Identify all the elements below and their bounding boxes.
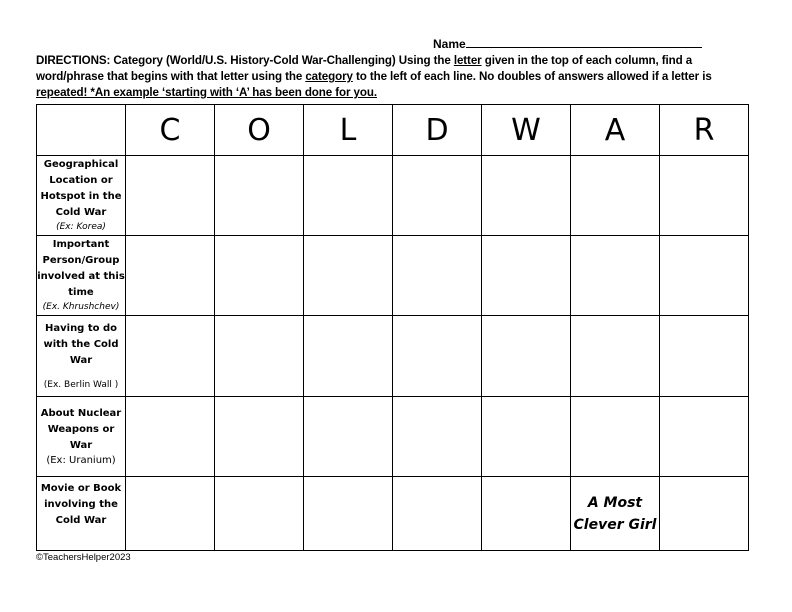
answer-cell[interactable]: [482, 477, 571, 551]
table-row: [37, 397, 749, 477]
answer-cell[interactable]: [660, 156, 749, 236]
answer-cell[interactable]: [571, 236, 660, 316]
name-label: Name: [433, 37, 466, 51]
answer-cell[interactable]: [482, 316, 571, 397]
answer-cell[interactable]: [126, 156, 215, 236]
answer-cell[interactable]: [571, 316, 660, 397]
example-text: (Ex: Korea): [56, 222, 106, 232]
example-answer-cell[interactable]: A Most Clever Girl: [571, 477, 660, 551]
answer-cell[interactable]: [126, 397, 215, 477]
answer-cell[interactable]: [126, 316, 215, 397]
cold-war-grid: [36, 104, 749, 551]
name-blank-line[interactable]: [466, 36, 702, 48]
answer-cell[interactable]: [660, 236, 749, 316]
answer-cell[interactable]: [304, 397, 393, 477]
answer-cell[interactable]: [215, 156, 304, 236]
name-field: [433, 36, 702, 51]
answer-cell[interactable]: [393, 156, 482, 236]
answer-cell[interactable]: [482, 397, 571, 477]
category-cell-geography: Geographical Location or Hotspot in the Cold War (Ex: Korea): [37, 156, 126, 236]
example-text: (Ex. Berlin Wall ): [43, 379, 119, 390]
letter-header-row: [37, 105, 749, 156]
letter-header-o: O: [215, 105, 304, 156]
answer-cell[interactable]: [393, 477, 482, 551]
answer-cell[interactable]: [393, 236, 482, 316]
letter-header-a: A: [571, 105, 660, 156]
answer-cell[interactable]: [215, 397, 304, 477]
answer-cell[interactable]: [304, 316, 393, 397]
directions-text: DIRECTIONS: Category (World/U.S. History-Cold War-Challenging) Using the letter given in the top of each column, find a word/phrase that begins with that letter using the category to the left of each line. No doubles of answers allowed if a letter is repeated! *An example ‘starting with ‘A’ has been done for you.: [36, 54, 712, 99]
answer-cell[interactable]: [393, 316, 482, 397]
copyright-footer: ©TeachersHelper2023: [36, 552, 131, 563]
category-cell-cold-war: Having to do with the Cold War (Ex. Berlin Wall ): [37, 316, 126, 397]
example-text: (Ex. Khrushchev): [42, 302, 120, 312]
answer-cell[interactable]: [126, 477, 215, 551]
table-row: [37, 236, 749, 316]
category-cell-person: Important Person/Group involved at this time (Ex. Khrushchev): [37, 236, 126, 316]
answer-cell[interactable]: [660, 477, 749, 551]
answer-cell[interactable]: [393, 397, 482, 477]
answer-cell[interactable]: [482, 236, 571, 316]
letter-header-r: R: [660, 105, 749, 156]
answer-cell[interactable]: [215, 477, 304, 551]
example-note: repeated! *An example ‘starting with ‘A’ has been done for you.: [36, 86, 377, 99]
answer-cell[interactable]: [304, 236, 393, 316]
letter-header-d: D: [393, 105, 482, 156]
table-row: [37, 316, 749, 397]
category-cell-movie-book: Movie or Book involving the Cold War: [37, 477, 126, 551]
table-row: [37, 156, 749, 236]
category-cell-nuclear: About Nuclear Weapons or War (Ex: Uranium): [37, 397, 126, 477]
answer-cell[interactable]: [660, 316, 749, 397]
category-emphasis: category: [305, 70, 353, 83]
answer-cell[interactable]: [482, 156, 571, 236]
answer-cell[interactable]: [304, 477, 393, 551]
letter-header-c: C: [126, 105, 215, 156]
answer-cell[interactable]: [215, 236, 304, 316]
example-text: (Ex: Uranium): [46, 455, 116, 466]
answer-cell[interactable]: [660, 397, 749, 477]
answer-cell[interactable]: [304, 156, 393, 236]
answer-cell[interactable]: [571, 156, 660, 236]
letter-header-w: W: [482, 105, 571, 156]
letter-emphasis: letter: [453, 54, 482, 67]
table-row: [37, 477, 749, 551]
letter-header-l: L: [304, 105, 393, 156]
answer-cell[interactable]: [215, 316, 304, 397]
answer-cell[interactable]: [571, 397, 660, 477]
directions-lead: DIRECTIONS:: [36, 54, 111, 67]
answer-cell[interactable]: [126, 236, 215, 316]
corner-cell: [37, 105, 126, 156]
